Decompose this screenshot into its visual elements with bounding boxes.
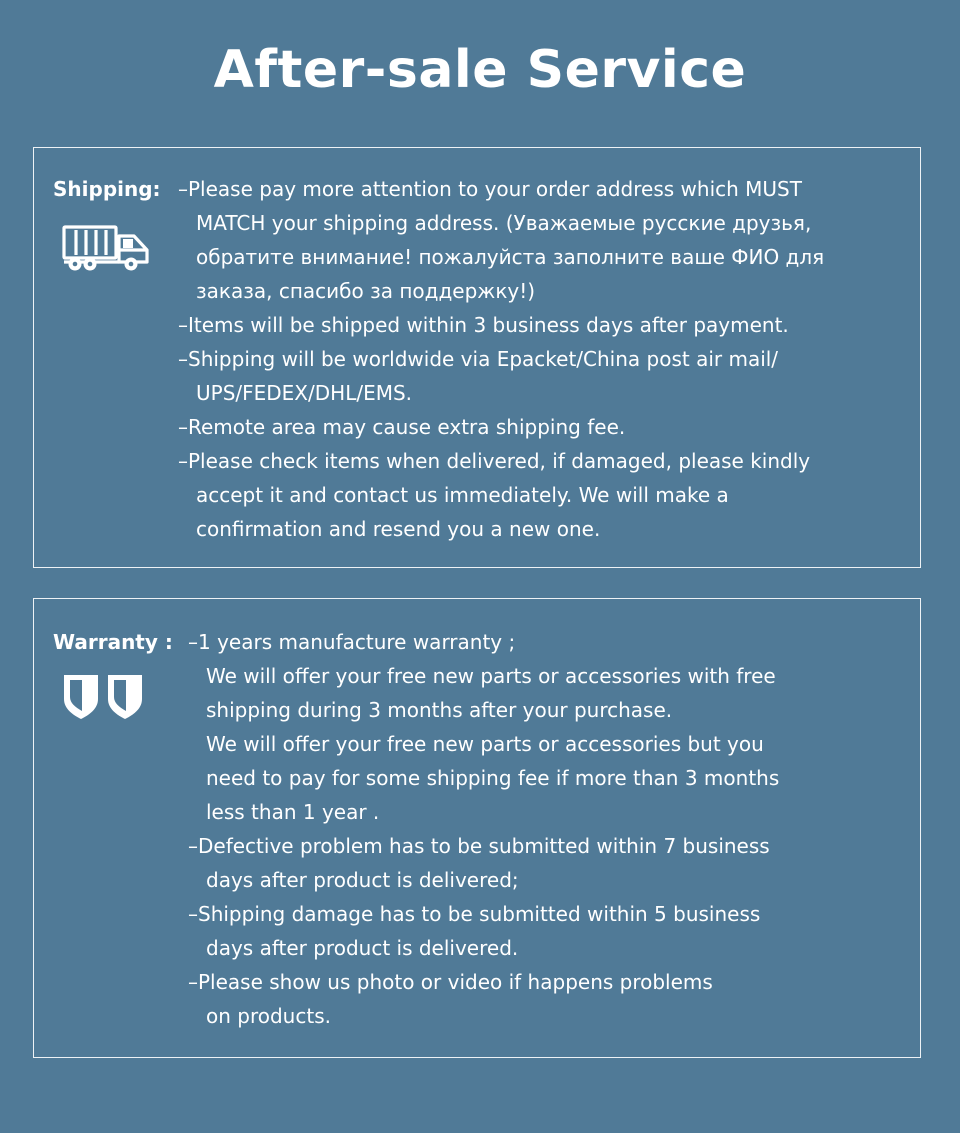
shipping-label: Shipping: xyxy=(53,177,161,201)
page-title: After-sale Service xyxy=(213,40,747,100)
shipping-line: MATCH your shipping address. (Уважаемые русские друзья, xyxy=(196,211,812,235)
shield-icon xyxy=(61,671,147,721)
shipping-line: –Please check items when delivered, if damaged, please kindly xyxy=(178,449,811,473)
shipping-panel xyxy=(33,147,921,568)
warranty-line: We will offer your free new parts or accessories but you xyxy=(206,732,764,756)
warranty-line: –Defective problem has to be submitted within 7 business xyxy=(188,834,770,858)
truck-icon xyxy=(61,224,151,272)
shipping-line: UPS/FEDEX/DHL/EMS. xyxy=(196,381,413,405)
warranty-panel xyxy=(33,598,921,1058)
shipping-line: confirmation and resend you a new one. xyxy=(196,517,601,541)
shipping-line: accept it and contact us immediately. We will make a xyxy=(196,483,729,507)
warranty-line: –1 years manufacture warranty ; xyxy=(188,630,516,654)
warranty-text xyxy=(188,625,779,1033)
warranty-line: on products. xyxy=(206,1004,331,1028)
shipping-line: заказа, спасибо за поддержку!) xyxy=(196,279,536,303)
warranty-line: –Please show us photo or video if happens problems xyxy=(188,970,713,994)
shipping-line: –Items will be shipped within 3 business days after payment. xyxy=(178,313,789,337)
shipping-text xyxy=(178,172,824,546)
shipping-line: –Remote area may cause extra shipping fee. xyxy=(178,415,626,439)
warranty-line: –Shipping damage has to be submitted within 5 business xyxy=(188,902,761,926)
shipping-line: –Shipping will be worldwide via Epacket/China post air mail/ xyxy=(178,347,779,371)
warranty-line: shipping during 3 months after your purchase. xyxy=(206,698,673,722)
warranty-label: Warranty : xyxy=(53,630,173,654)
warranty-line: need to pay for some shipping fee if more than 3 months xyxy=(206,766,780,790)
warranty-line: days after product is delivered. xyxy=(206,936,519,960)
shipping-line: –Please pay more attention to your order address which MUST xyxy=(178,177,802,201)
warranty-line: days after product is delivered; xyxy=(206,868,519,892)
warranty-line: We will offer your free new parts or accessories with free xyxy=(206,664,776,688)
shipping-line: обратите внимание! пожалуйста заполните ваше ФИО для xyxy=(196,245,825,269)
warranty-line: less than 1 year . xyxy=(206,800,380,824)
